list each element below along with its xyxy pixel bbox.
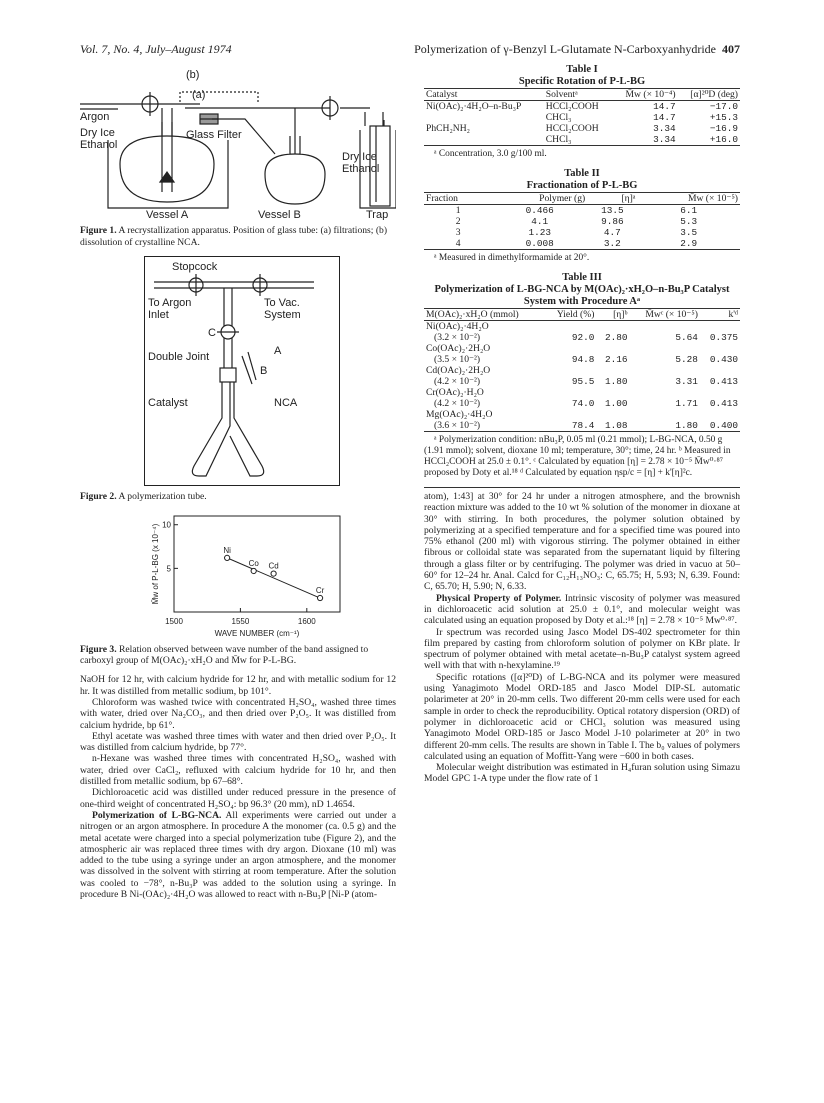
figure-3	[80, 510, 396, 666]
table-1-row	[424, 134, 740, 146]
table-3-row-name	[424, 343, 740, 354]
table-3-cell: 74.0	[571, 398, 595, 409]
table-3-cell: 92.0	[571, 332, 595, 343]
table-2-header-2: [η]ᵃ	[621, 193, 636, 204]
table-2-row	[424, 238, 740, 250]
table-1-cell: 14.7	[653, 101, 676, 112]
table-2-cell: 13.5	[601, 205, 624, 216]
right-paragraph-0: atom), 1:43] at 30° for 24 hr under a nitrogen atmosphere, and the brownish reaction mixture was added to the 10 wt % solution of the monomer in dioxane at 30° with stirring. In both procedures, the polymer solution obtained by polymerizing at a specified temperature and for a specified time was poured into 75% ethanol (200 ml) with vigorous stirring. The polymer obtained in either fibrous or colloidal state was separated from the supernatant liquid by filtering through a glass filter or by centrifuging. The polymer was dried in vacuo at 50–60° for 12–24 hr. Anal. Calcd for C₁₂H₁₃NO₃: C, 65.75; H, 5.93; N, 6.39. Found: C, 65.70; H, 5.90; N, 6.33.	[424, 491, 740, 593]
table-3-subtitle: Polymerization of L-BG-NCA by M(OAc)₂·xH₂O–n-Bu₃P Catalyst System with Procedure Aᵃ	[434, 284, 730, 307]
figure-2-caption: Figure 2. A polymerization tube.	[80, 491, 207, 503]
fig2-label-b: B	[260, 364, 268, 377]
table-3-cell: 1.71	[675, 398, 698, 409]
running-header	[80, 42, 740, 58]
table-3-cell: (4.2 × 10⁻²)	[434, 398, 481, 409]
table-1-cell: HCCl₂COOH	[545, 101, 599, 112]
table-2-cell: 0.008	[525, 238, 554, 249]
table-3-cell: 1.80	[604, 376, 628, 387]
right-column	[424, 64, 740, 785]
fig1-label-glass-filter: Glass Filter	[186, 129, 242, 141]
fig1-label-trap: Trap	[366, 209, 389, 220]
data-point-cr	[317, 596, 322, 601]
table-3-cell: 1.08	[604, 420, 628, 431]
table-1-cell: −16.9	[709, 123, 738, 134]
table-1-cell: −17.0	[709, 101, 738, 112]
table-3-cell: 94.8	[571, 354, 595, 365]
fig2-label-c: C	[208, 326, 216, 339]
right-paragraph-1: Physical Property of Polymer. Intrinsic viscosity of polymer was measured in dichloroacetic acid solution at 25.0 ± 0.1°, and molecular weight was calculated using an equation proposed by Doty et al.:¹⁸ [η] = 2.78 × 10⁻⁵ Mw⁰·⁸⁷.	[424, 592, 740, 627]
table-1-cell: 3.34	[653, 123, 676, 134]
fig2-label-to-argon: To Argon	[148, 296, 192, 309]
left-paragraph-1: Chloroform was washed twice with concentrated H₂SO₄, washed three times with water, dried over Na₂CO₃, and then dried over P₂O₅. It was distilled from calcium hydride, bp 61°.	[80, 696, 396, 731]
table-1-cell	[424, 134, 544, 146]
table-1-row	[424, 101, 740, 113]
table-3-header-3: M̄wᶜ (× 10⁻⁵)	[645, 309, 698, 320]
fig2-label-double-joint: Double Joint	[148, 350, 210, 363]
fig2-label-catalyst: Catalyst	[148, 396, 188, 409]
table-3-title: Table III	[562, 272, 602, 283]
left-paragraph-4: Dichloroacetic acid was distilled under reduced pressure in the presence of one-third weight of concentrated H₂SO₄: bp 96.3° (20 mm), nD 1.4654.	[80, 787, 396, 810]
table-3-cell: Co(OAc)₂·2H₂O	[426, 343, 491, 354]
fig2-label-to-vac: To Vac.	[264, 296, 300, 309]
point-label: Ni	[223, 546, 231, 556]
table-2-cell: 4.7	[603, 227, 621, 238]
table-3-cell: 2.16	[604, 354, 628, 365]
table-3-header-1: Yield (%)	[556, 309, 595, 320]
table-3-cell: 5.64	[675, 332, 698, 343]
table-2-row	[424, 205, 740, 217]
left-paragraph-2: Ethyl acetate was washed three times with water and then dried over P₂O₅. It was distilled from calcium hydride, bp 77°.	[80, 730, 396, 754]
table-1-cell: +15.3	[709, 112, 738, 123]
table-2-cell: 1	[455, 205, 461, 216]
figure-2-drawing	[144, 256, 340, 486]
table-3-row-name	[424, 387, 740, 398]
table-2-cell: 2.9	[680, 238, 698, 249]
table-3-cell: Ni(OAc)₂·4H₂O	[426, 321, 489, 332]
fig1-label-dry-ice-left: Dry Ice	[80, 127, 115, 139]
table-3-cell: 0.400	[709, 420, 738, 431]
fig1-label-vessel-b: Vessel B	[258, 209, 301, 220]
table-1-footnote: ᵃ Concentration, 3.0 g/100 ml.	[434, 149, 547, 159]
left-paragraph-0: NaOH for 12 hr, with calcium hydride for 12 hr, and with metallic sodium for 12 hr. It was distilled from metallic sodium, bp 101°.	[80, 674, 396, 697]
table-1-row	[424, 112, 740, 123]
table-2-subtitle: Fractionation of P-L-BG	[526, 180, 638, 191]
table-2	[424, 168, 740, 264]
table-2-header-3: M̄w (× 10⁻⁵)	[687, 193, 738, 204]
figure-1	[80, 64, 396, 248]
table-1-cell: 3.34	[653, 134, 676, 145]
table-2-cell: 6.1	[680, 205, 698, 216]
right-paragraph-4: Molecular weight distribution was estimated in H₄furan solution using Simazu Model GPC 1-A type under the flow rate of 1	[424, 762, 740, 785]
x-axis-label: WAVE NUMBER (cm⁻¹)	[214, 629, 300, 639]
table-2-cell: 1.23	[528, 227, 551, 238]
table-3-cell: 0.413	[709, 376, 738, 387]
table-1-cell: CHCl₃	[545, 134, 572, 145]
table-3-row-name	[424, 409, 740, 420]
table-3-header-2: [η]ᵇ	[613, 309, 628, 320]
table-3-cell: 2.80	[604, 332, 628, 343]
point-label: Cr	[315, 586, 325, 596]
table-3-cell: 0.430	[709, 354, 738, 365]
table-2-footnote: ᵃ Measured in dimethylformamide at 20°.	[434, 253, 590, 263]
table-3-row-name	[424, 365, 740, 376]
table-2-row	[424, 216, 740, 227]
y-tick-label: 10	[162, 521, 171, 531]
table-3-header-4: k'ᵈ	[728, 309, 738, 320]
fig1-label-b: (b)	[186, 69, 200, 81]
x-tick-label: 1500	[165, 617, 183, 627]
table-3-cell: 95.5	[571, 376, 595, 387]
fig1-label-vessel-a: Vessel A	[146, 209, 189, 220]
table-3-row	[424, 354, 740, 365]
table-1-header-2: M̄w (× 10⁻⁴)	[625, 89, 676, 100]
table-3-row-name	[424, 321, 740, 333]
table-3	[424, 272, 740, 479]
table-2-header-0: Fraction	[426, 193, 458, 204]
table-1-cell: 14.7	[653, 112, 676, 123]
table-3-footnote: ᵃ Polymerization condition: nBu₃P, 0.05 ml (0.21 mmol); L-BG-NCA, 0.50 g (1.91 mmol); solvent, dioxane 10 ml; temperature, 30°; time, 24 hr. ᵇ Measured in HCCl₂COOH at 25.0 ± 0.1°. ᶜ Calculated by equation [η] = 2.78 × 10⁻⁵ M̄w⁰·⁸⁷ proposed by Doty et al.¹⁸ ᵈ Calculated by equation ηsp/c = [η] + k'[η]²c.	[424, 435, 731, 478]
right-paragraph-3: Specific rotations ([α]²⁰D) of L-BG-NCA and its polymer were measured using Yanagimoto Model ORD-185 and Jasco Model DIP-SL automatic polarimeter at 20° in 20-mm cells. Two different 20-mm cells were used for each sample in order to check the reproducibility. Optical rotatory dispersion (ORD) of polymer in dichloroacetic acid or CHCl₃ solution was measured using Yanagimoto Model ORD-185 or Jasco Model J-10 polarimeter at 20° in two different 20-mm cells. The results are shown in Table I. The b₀ values of polymers calculated using an equation of Moffitt-Yang were −600 in both cases.	[424, 671, 740, 762]
table-3-cell: 1.00	[604, 398, 628, 409]
point-label: Cd	[268, 562, 279, 572]
table-3-cell: 78.4	[571, 420, 595, 431]
table-2-cell: 3	[455, 227, 461, 238]
table-3-cell: (4.2 × 10⁻²)	[434, 376, 481, 387]
figure-3-chart	[80, 510, 396, 638]
table-2-cell: 9.86	[601, 216, 624, 227]
table-1-cell: HCCl₂COOH	[545, 123, 599, 134]
table-2-cell: 4	[455, 238, 461, 249]
table-3-row	[424, 376, 740, 387]
table-1-grid	[424, 88, 740, 146]
y-tick-label: 5	[166, 564, 171, 574]
table-3-cell: 0.375	[709, 332, 738, 343]
table-3-row	[424, 332, 740, 343]
table-3-cell: Cd(OAc)₂·2H₂O	[426, 365, 491, 376]
table-1-row	[424, 123, 740, 134]
table-1-title: Table I	[566, 64, 598, 75]
table-2-cell: 0.466	[525, 205, 554, 216]
data-point-co	[251, 569, 256, 574]
table-2-cell: 4.1	[531, 216, 549, 227]
table-3-cell: 1.80	[675, 420, 698, 431]
x-tick-label: 1550	[231, 617, 250, 627]
table-1-subtitle: Specific Rotation of P-L-BG	[518, 76, 646, 87]
fig1-label-ethanol-right: Ethanol	[342, 163, 380, 175]
fig2-label-nca: NCA	[274, 396, 298, 409]
fig1-label-ethanol-left: Ethanol	[80, 139, 118, 151]
figure-1-caption: Figure 1. A recrystallization apparatus. Position of glass tube: (a) filtrations; (b) dissolution of crystalline NCA.	[80, 225, 388, 248]
table-1	[424, 64, 740, 160]
table-3-cell: 3.31	[675, 376, 698, 387]
table-1-cell: PhCH₂NH₂	[426, 123, 471, 134]
table-3-cell: 5.28	[675, 354, 698, 365]
table-3-row	[424, 420, 740, 432]
right-body-text	[424, 487, 740, 785]
left-body-text	[80, 674, 396, 810]
page-number: 407	[722, 42, 740, 56]
table-3-cell: (3.6 × 10⁻²)	[434, 420, 481, 431]
table-2-cell: 3.5	[680, 227, 698, 238]
fig2-label-stopcock: Stopcock	[172, 260, 218, 273]
right-paragraph-2: Ir spectrum was recorded using Jasco Model DS-402 spectrometer for thin film prepared by casting from chloroform solution of polymer on KBr plate. Ir spectrum of polymer obtained with metal acetate–n-Bu₃P catalyst system agreed well with that with n-hexylamine.¹⁹	[424, 626, 740, 672]
x-tick-label: 1600	[297, 617, 316, 627]
y-axis-label: M̄w of P-L-BG (x 10⁻⁴)	[151, 524, 160, 605]
table-1-header-3: [α]²⁰D (deg)	[690, 89, 738, 100]
point-label: Co	[248, 559, 259, 569]
table-2-title: Table II	[564, 168, 600, 179]
table-3-cell: (3.2 × 10⁻²)	[434, 332, 481, 343]
figure-2	[80, 256, 396, 503]
table-3-grid	[424, 308, 740, 432]
table-3-row	[424, 398, 740, 409]
fig1-label-argon: Argon	[80, 111, 110, 123]
left-column	[80, 64, 396, 900]
fig1-label-a: (a)	[192, 89, 206, 101]
running-title: Polymerization of γ-Benzyl L-Glutamate N-Carboxyanhydride	[414, 42, 716, 56]
table-2-grid	[424, 192, 740, 250]
data-point-ni	[225, 556, 230, 561]
table-2-cell: 3.2	[603, 238, 621, 249]
table-3-cell: Mg(OAc)₂·4H₂O	[426, 409, 493, 420]
fig2-label-a: A	[274, 344, 282, 357]
table-3-cell: Cr(OAc)₂·H₂O	[426, 387, 484, 398]
table-2-row	[424, 227, 740, 238]
table-3-cell: (3.5 × 10⁻²)	[434, 354, 481, 365]
polymerization-paragraph: Polymerization of L-BG-NCA. All experiments were carried out under a nitrogen or an argon atmosphere. In procedure A the monomer (ca. 0.5 g) and the metal acetate were charged into a special polymerization tube (Figure 2), and the atmospheric air was replaced three times with dry argon. Dioxane (10 ml) was added to the tube using a syringe under an argon atmosphere, and the monomer was dissolved in the solvent with stirring at room temperature. After the solution was cooled to −78°, n-Bu₃P was added to the solution using a syringe. In procedure B Ni-(OAc)₂·4H₂O was allowed to react with n-Bu₃P [Ni-P (atom-	[80, 809, 396, 901]
table-1-header-0: Catalyst	[426, 89, 458, 100]
table-2-cell: 5.3	[680, 216, 698, 227]
table-1-cell	[424, 112, 544, 123]
journal-volume: Vol. 7, No. 4, July–August 1974	[80, 42, 232, 56]
figure-3-caption: Figure 3. Relation observed between wave number of the band assigned to carboxyl group of M(OAc)₂·xH₂O and M̄w for P-L-BG.	[80, 643, 369, 667]
fig2-label-inlet: Inlet	[148, 308, 169, 321]
fig2-label-system: System	[264, 308, 301, 321]
table-1-cell: +16.0	[709, 134, 738, 145]
table-3-header-0: M(OAc)₂·xH₂O (mmol)	[426, 309, 519, 320]
table-1-header-1: Solventᵃ	[545, 89, 578, 100]
table-1-cell: CHCl₃	[545, 112, 572, 123]
data-point-cd	[271, 571, 276, 576]
table-3-cell: 0.413	[709, 398, 738, 409]
figure-1-drawing	[80, 64, 396, 220]
fig1-label-dry-ice-right: Dry Ice	[342, 151, 377, 163]
table-2-header-1: Polymer (g)	[539, 193, 586, 204]
left-paragraph-3: n-Hexane was washed three times with concentrated H₂SO₄, washed with water, dried over CaCl₂, refluxed with calcium hydride for 10 hr, and then distilled from metallic sodium, bp 67–68°.	[80, 753, 396, 788]
table-2-cell: 2	[455, 216, 461, 227]
table-1-cell: Ni(OAc)₂·4H₂O–n-Bu₃P	[426, 101, 522, 112]
